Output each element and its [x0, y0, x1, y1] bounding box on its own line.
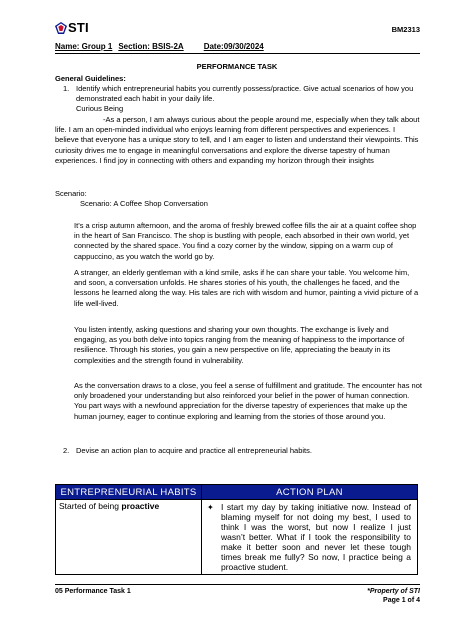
habit-prefix: Started of being — [59, 501, 122, 511]
habits-table — [55, 484, 418, 575]
name-section-date-line — [55, 42, 420, 54]
star-bullet-icon: ✦ — [207, 503, 214, 512]
item-number: 1. — [63, 84, 70, 93]
scenario-paragraph: You listen intently, asking questions and sharing your own thoughts. The exchange is lively and engaging, as you both delve into topics ranging from the meaning of happiness to the importance of resilience. Through his stories, you gain a new perspective on life, appreciating the beauty in its complexities and the strength found in vulnerability. — [74, 325, 405, 365]
habit-keyword: proactive — [121, 501, 160, 511]
table-header-row — [56, 485, 418, 500]
guideline-item-2 — [63, 446, 423, 456]
sti-logo-icon — [55, 22, 67, 34]
item-text: Devise an action plan to acquire and practice all entrepreneurial habits. — [76, 446, 312, 455]
item-number: 2. — [63, 446, 70, 455]
guidelines-heading: General Guidelines: — [55, 74, 126, 83]
task-title: PERFORMANCE TASK — [196, 62, 278, 71]
scenario-paragraph: As the conversation draws to a close, you feel a sense of fulfillment and gratitude. The encounter has not only broadened your understanding but also reinforced your belief in the power of human connection. You part ways with a newfound appreciation for the diverse tapestry of experiences that make up the human journey, eager to continue exploring and learning from the stories of those around you. — [74, 381, 422, 421]
habit-paragraph: -As a person, I am always curious about the people around me, especially when they talk about life. I am an open-minded individual who enjoys learning from different perspectives and experiences. I believe that everyone has a unique story to tell, and I am eager to listen and understand their viewpoints. This curiosity drives me to engage in meaningful conversations and explore the diverse tapestry of human experiences. I find joy in connecting with others and expanding my horizon through their insights — [55, 115, 420, 165]
item-text: Identify which entrepreneurial habits you currently possess/practice. Give actual scenarios of how you demonstrated each habit in your daily life. — [76, 84, 414, 104]
scenario-paragraph: A stranger, an elderly gentleman with a kind smile, asks if he can share your table. You welcome him, and soon, a conversation unfolds. He shares stories of his youth, the challenges he faced, and the lessons he learned along the way. His tales are rich with wisdom and humor, painting a vivid picture of a life well-lived. — [74, 268, 419, 308]
habit-name: Curious Being — [76, 104, 124, 113]
scenario-title: Scenario: A Coffee Shop Conversation — [80, 199, 208, 208]
action-plan-text: I start my day by taking initiative now. Instead of blaming myself for not doing my best, I used to think I was the worst, but now I realize I just wasn’t better. What if I took the responsibility to make it better soon and never let these tough times break me fully? So now, I practice being a proactive student. — [221, 502, 411, 572]
scenario-paragraph: It’s a crisp autumn afternoon, and the aroma of freshly brewed coffee fills the air at a quaint coffee shop in the heart of San Francisco. The shop is bustling with people, each absorbed in their own world, yet connected by the shared space. You find a cozy corner by the window, sipping on a warm cup of cappuccino, as you watch the world go by. — [74, 221, 417, 261]
section-label: Section: BSIS-2A — [118, 42, 184, 51]
footer-page-number: Page 1 of 4 — [383, 597, 420, 604]
name-label: Name: Group 1 — [55, 42, 113, 51]
document-code: BM2313 — [391, 25, 420, 34]
scenario-label: Scenario: — [55, 189, 87, 198]
guideline-item-1 — [63, 84, 423, 104]
habit-cell — [56, 500, 202, 575]
date-label: Date:09/30/2024 — [203, 42, 264, 51]
column-header-habits: ENTREPRENEURIAL HABITS — [56, 485, 202, 500]
sti-logo — [55, 20, 89, 35]
logo-text: STI — [68, 20, 89, 35]
footer-property: *Property of STI — [367, 588, 420, 595]
footer-task-name: 05 Performance Task 1 — [55, 588, 131, 595]
footer-divider — [55, 584, 420, 585]
column-header-action-plan: ACTION PLAN — [202, 485, 418, 500]
action-plan-cell — [202, 500, 418, 575]
table-row — [56, 500, 418, 575]
